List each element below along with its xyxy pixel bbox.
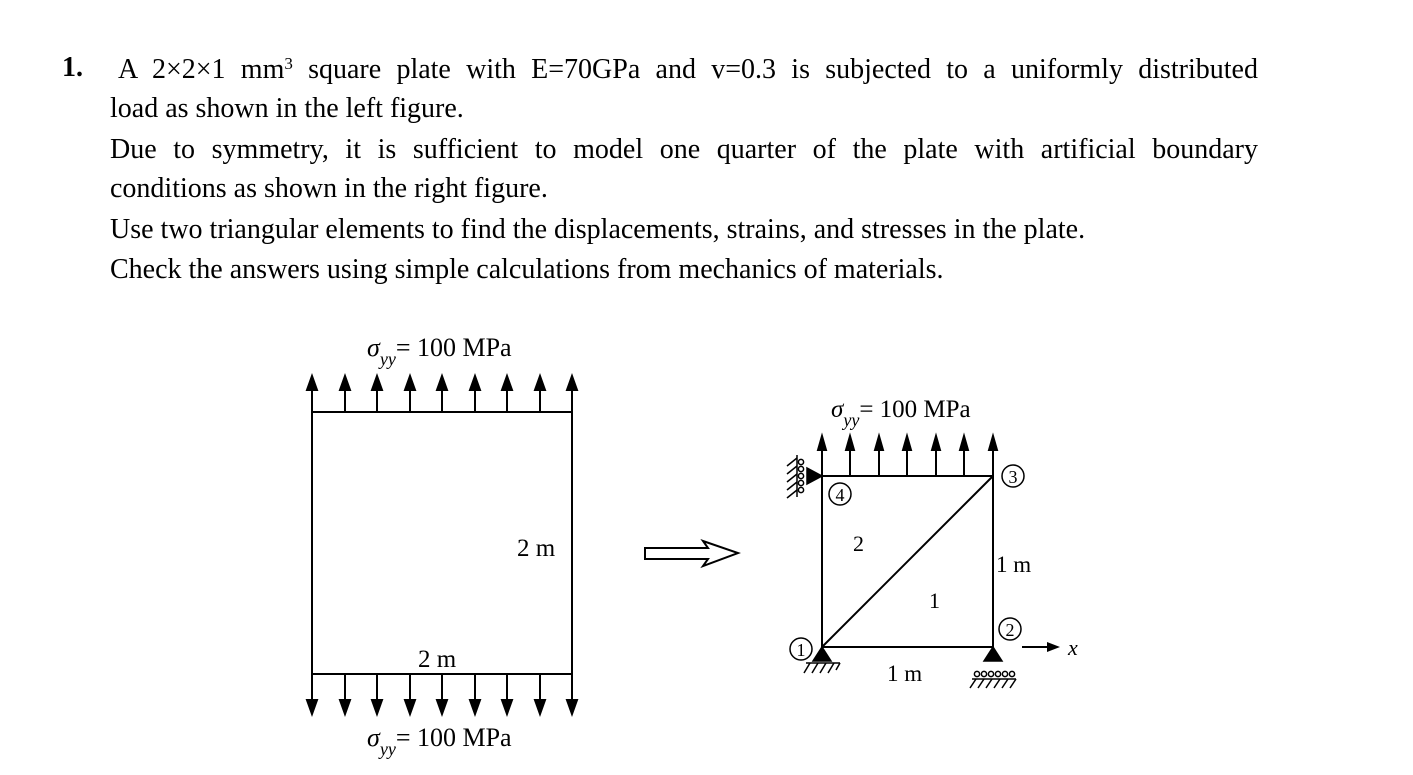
left-bottom-stress-label: $\sigma_{yy}= 100$ MPa (367, 723, 512, 759)
right-side-dimension-label: 1 m (996, 552, 1032, 577)
left-figure (307, 333, 577, 759)
line1-text: A 2×2×1 mm (118, 54, 285, 85)
left-top-load-arrows (307, 376, 577, 412)
line1-text-rest: square plate with E=70GPa and v=0.3 is subjected to a uniformly distributed (292, 54, 1258, 85)
left-bottom-load-arrows (307, 674, 577, 714)
left-top-stress-label: $\sigma_{yy}= 100$ MPa (367, 333, 512, 369)
problem-line-6: Check the answers using simple calculations from mechanics of materials. (110, 254, 944, 285)
node-3-label (1002, 465, 1024, 487)
transition-arrow-icon (645, 541, 738, 566)
svg-text:4: 4 (835, 485, 845, 505)
problem-line-5: Use two triangular elements to find the displacements, strains, and stresses in the plate. (110, 214, 1086, 245)
svg-text:3: 3 (1008, 467, 1018, 487)
element-2-label: 2 (853, 531, 864, 556)
node-4-label (829, 483, 851, 505)
x-axis-label: x (1068, 635, 1078, 660)
svg-text:2: 2 (1005, 620, 1015, 640)
right-bottom-dimension-label: 1 m (887, 661, 923, 686)
roller-support-node-4-icon (787, 455, 822, 498)
x-axis-arrow-icon (1022, 642, 1060, 652)
element-1-label: 1 (929, 588, 940, 613)
right-figure (787, 396, 1078, 688)
node-1-label (790, 638, 812, 660)
problem-line-4: conditions as shown in the right figure. (110, 173, 548, 204)
roller-support-node-2-icon (970, 647, 1016, 688)
problem-line-2: load as shown in the left figure. (110, 93, 464, 124)
problem-line-3: Due to symmetry, it is sufficient to model one quarter of the plate with artificial boundary (110, 134, 1258, 165)
left-height-label: 2 m (517, 535, 556, 562)
cubed-superscript: 3 (284, 54, 293, 73)
svg-text:1: 1 (796, 640, 806, 660)
right-stress-label: $\sigma_{yy}= 100$ MPa (831, 396, 971, 430)
left-width-label: 2 m (418, 646, 457, 673)
right-load-arrows (818, 436, 997, 476)
node-2-label (999, 618, 1021, 640)
problem-number: 1. (62, 52, 83, 83)
